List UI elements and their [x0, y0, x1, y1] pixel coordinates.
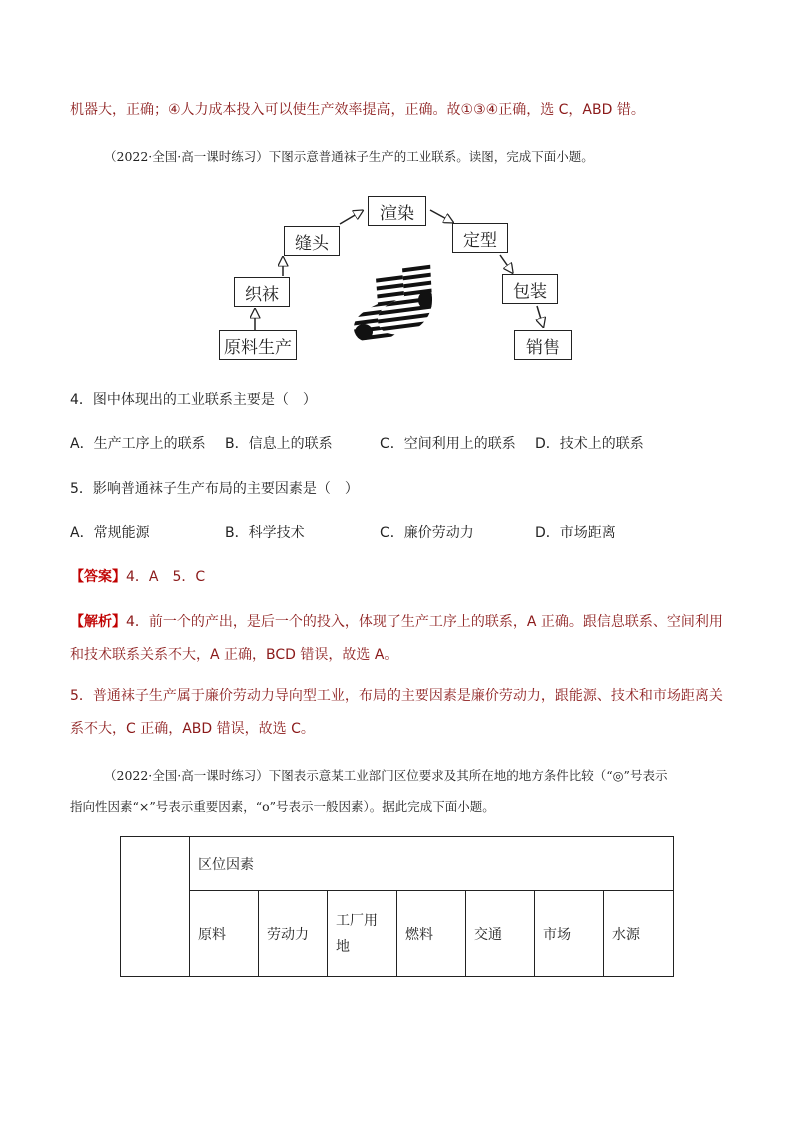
box-dyeing: 渲染 [368, 196, 426, 226]
box-shaping: 定型 [452, 223, 508, 253]
analysis-line-4: 系不大，C 正确，ABD 错误，故选 C。 [70, 721, 315, 737]
arrow-icon [500, 255, 512, 272]
q4-option-d: D．技术上的联系 [535, 436, 644, 452]
question-5-stem: 5．影响普通袜子生产布局的主要因素是（ ） [70, 481, 359, 497]
analysis-text-1: 4．前一个的产出，是后一个的投入，体现了生产工序上的联系，A 正确。跟信息联系、空间利用 [126, 614, 723, 630]
column-header: 市场 [535, 891, 604, 977]
answer-text: 4．A 5．C [126, 569, 206, 585]
box-packaging: 包装 [502, 274, 558, 304]
q5-option-a: A．常规能源 [70, 525, 150, 541]
q5-option-c: C．廉价劳动力 [380, 525, 474, 541]
box-raw-material: 原料生产 [219, 330, 297, 360]
q5-option-d: D．市场距离 [535, 525, 616, 541]
table-corner-cell [121, 837, 190, 977]
flow-arrows [0, 0, 794, 380]
column-header: 燃料 [397, 891, 466, 977]
answer-line [70, 567, 205, 587]
answer-continuation: 机器大，正确；④人力成本投入可以使生产效率提高，正确。故①③④正确，选 C，ABD 错。 [70, 102, 645, 118]
question-intro: （2022·全国·高一课时练习）下图示意普通袜子生产的工业联系。读图，完成下面小题。 [104, 149, 594, 164]
column-header: 交通 [466, 891, 535, 977]
question-intro-2-line-1: （2022·全国·高一课时练习）下图表示意某工业部门区位要求及其所在地的地方条件比较（“◎”号表示 [104, 768, 668, 783]
table-header-row [121, 837, 674, 891]
analysis-tag: 【解析】 [70, 614, 126, 630]
column-header: 劳动力 [259, 891, 328, 977]
q5-option-b: B．科学技术 [225, 525, 305, 541]
arrow-icon [340, 211, 362, 224]
q4-option-c: C．空间利用上的联系 [380, 436, 516, 452]
analysis-line-3: 5．普通袜子生产属于廉价劳动力导向型工业，布局的主要因素是廉价劳动力，跟能源、技术和市场距离关 [70, 688, 723, 704]
q4-option-b: B．信息上的联系 [225, 436, 333, 452]
analysis-line-2: 和技术联系关系不大，A 正确，BCD 错误，故选 A。 [70, 647, 399, 663]
column-header: 工厂用地 [328, 891, 397, 977]
box-sales: 销售 [514, 330, 572, 360]
socks-illustration [350, 258, 436, 348]
analysis-line-1 [70, 612, 723, 632]
q4-option-a: A．生产工序上的联系 [70, 436, 206, 452]
question-4-stem: 4．图中体现出的工业联系主要是（ ） [70, 392, 317, 408]
question-intro-2-line-2: 指向性因素“×”号表示重要因素，“o”号表示一般因素）。据此完成下面小题。 [70, 799, 495, 814]
group-header-cell: 区位因素 [190, 837, 674, 891]
column-header: 水源 [604, 891, 674, 977]
location-factor-table [120, 836, 674, 977]
arrow-icon [430, 210, 452, 222]
box-seaming: 缝头 [284, 226, 340, 256]
column-header: 原料 [190, 891, 259, 977]
arrow-icon [537, 306, 543, 326]
box-sock-weaving: 织袜 [234, 277, 290, 307]
answer-tag: 【答案】 [70, 569, 126, 585]
industrial-linkage-diagram [0, 0, 794, 380]
table-row [121, 891, 674, 977]
